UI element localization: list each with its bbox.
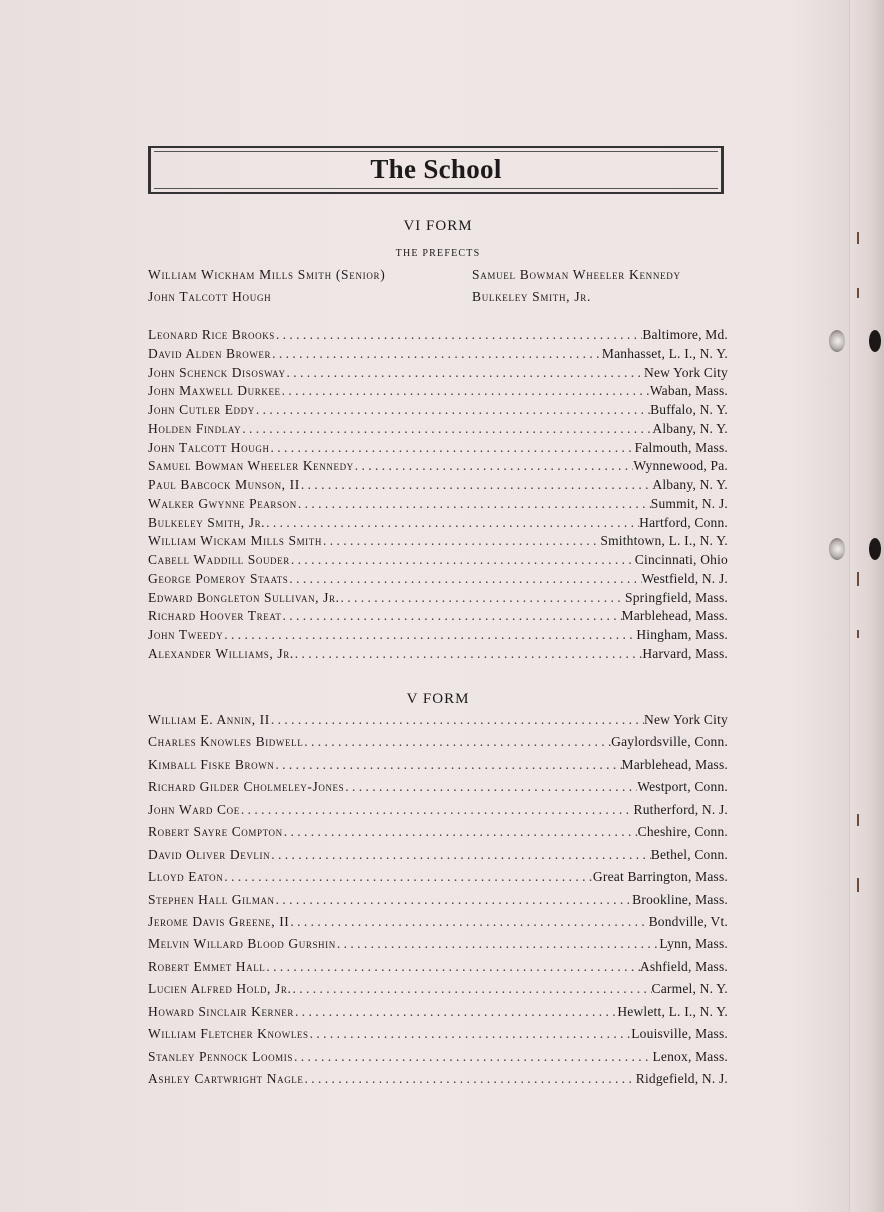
leader-dots: [255, 402, 650, 418]
student-name: Richard Gilder Cholmeley-Jones: [148, 779, 345, 795]
student-hometown: Rutherford, N. J.: [633, 801, 728, 817]
page-title: The School: [370, 154, 502, 184]
student-name: Jerome Davis Greene, II: [148, 913, 290, 929]
student-hometown: Hewlett, L. I., N. Y.: [617, 1003, 728, 1019]
leader-dots: [293, 1049, 652, 1065]
leader-dots: [223, 869, 593, 885]
student-hometown: Albany, N. Y.: [652, 420, 728, 436]
student-row: [148, 496, 728, 515]
student-name: Cabell Waddill Souder: [148, 552, 290, 567]
student-hometown: Brookline, Mass.: [632, 891, 728, 907]
student-name: Stephen Hall Gilman: [148, 891, 275, 907]
leader-dots: [344, 779, 637, 795]
student-row: [148, 440, 728, 459]
leader-dots: [286, 365, 644, 381]
leader-dots: [223, 627, 636, 643]
student-name: Edward Bongleton Sullivan, Jr.: [148, 589, 340, 605]
student-name: William Fletcher Knowles: [148, 1026, 309, 1042]
leader-dots: [270, 440, 635, 456]
student-name: Samuel Bowman Wheeler Kennedy: [148, 458, 354, 474]
student-row: [148, 869, 728, 891]
student-name: John Schenck Disosway: [148, 364, 286, 380]
student-row: [148, 515, 728, 534]
leader-dots: [288, 571, 641, 587]
student-name: David Alden Brower: [148, 345, 272, 361]
vi-form-heading: VI FORM: [403, 218, 473, 234]
student-hometown: Louisville, Mass.: [631, 1026, 728, 1042]
leader-dots: [289, 914, 648, 930]
edge-mark: [857, 814, 859, 826]
student-row: [148, 802, 728, 824]
student-row: [148, 608, 728, 627]
leader-dots: [274, 757, 621, 773]
student-name: Robert Emmet Hall: [148, 958, 266, 974]
student-hometown: Cincinnati, Ohio: [634, 552, 728, 567]
student-hometown: Smithtown, L. I., N. Y.: [600, 533, 728, 549]
leader-dots: [265, 959, 639, 975]
student-hometown: Harvard, Mass.: [642, 645, 728, 661]
student-row: [148, 552, 728, 571]
leader-dots: [275, 327, 642, 343]
leader-dots: [304, 1071, 636, 1087]
student-name: Ashley Cartwright Nagle: [148, 1071, 304, 1086]
student-name: Stanley Pennock Loomis: [148, 1048, 293, 1064]
leader-dots: [340, 590, 625, 606]
student-hometown: Bethel, Conn.: [650, 846, 728, 862]
leader-dots: [322, 533, 600, 549]
student-row: [148, 757, 728, 779]
student-hometown: Westfield, N. J.: [641, 570, 728, 586]
student-name: John Tweedy: [148, 627, 224, 642]
student-hometown: Hingham, Mass.: [636, 627, 728, 642]
binder-hole-icon: [829, 330, 845, 352]
student-row: [148, 477, 728, 496]
student-hometown: Lynn, Mass.: [659, 936, 728, 952]
student-hometown: Ridgefield, N. J.: [635, 1071, 728, 1086]
student-row: [148, 383, 728, 402]
student-name: John Cutler Eddy: [148, 402, 255, 417]
student-hometown: Great Barrington, Mass.: [592, 869, 728, 885]
student-hometown: Cheshire, Conn.: [637, 824, 728, 840]
leader-dots: [354, 458, 634, 474]
edge-mark: [857, 572, 859, 586]
leader-dots: [270, 712, 644, 728]
leader-dots: [300, 477, 653, 493]
student-row: [148, 533, 728, 552]
student-name: Robert Sayre Compton: [148, 824, 283, 840]
student-hometown: Gaylordsville, Conn.: [611, 734, 728, 750]
student-row: [148, 402, 728, 421]
student-name: Lloyd Eaton: [148, 869, 224, 885]
student-row: [148, 981, 728, 1003]
student-name: Kimball Fiske Brown: [148, 756, 275, 772]
student-hometown: Buffalo, N. Y.: [650, 402, 728, 417]
student-hometown: Westport, Conn.: [637, 779, 728, 795]
student-name: Richard Hoover Treat: [148, 608, 282, 624]
student-row: [148, 1071, 728, 1093]
student-row: [148, 847, 728, 869]
student-row: [148, 327, 728, 346]
page-right-edge: [849, 0, 884, 1212]
student-name: Paul Babcock Munson, II: [148, 477, 300, 492]
student-hometown: Albany, N. Y.: [652, 477, 728, 492]
student-name: Holden Findlay: [148, 420, 242, 436]
student-name: Bulkeley Smith, Jr.: [148, 514, 266, 530]
leader-dots: [282, 608, 622, 624]
student-row: [148, 734, 728, 756]
leader-dots: [336, 936, 660, 952]
student-row: [148, 824, 728, 846]
binder-hole-icon: [869, 538, 881, 560]
leader-dots: [275, 892, 633, 908]
vi-form-list: [148, 327, 728, 665]
student-row: [148, 571, 728, 590]
prefect-name: John Talcott Hough: [148, 289, 272, 304]
student-hometown: Baltimore, Md.: [642, 327, 728, 342]
student-row: [148, 590, 728, 609]
student-row: [148, 914, 728, 936]
student-hometown: Ashfield, Mass.: [639, 958, 728, 974]
student-row: [148, 959, 728, 981]
leader-dots: [270, 847, 651, 863]
prefect-name: Samuel Bowman Wheeler Kennedy: [472, 267, 681, 282]
binder-hole-icon: [829, 538, 845, 560]
leader-dots: [294, 646, 643, 662]
student-hometown: Bondville, Vt.: [648, 913, 728, 929]
leader-dots: [240, 802, 634, 818]
leader-dots: [281, 383, 650, 399]
student-hometown: Manhasset, L. I., N. Y.: [601, 345, 728, 361]
edge-mark: [857, 630, 859, 638]
student-hometown: Carmel, N. Y.: [651, 981, 728, 997]
student-row: [148, 627, 728, 646]
student-row: [148, 646, 728, 665]
student-name: Melvin Willard Blood Gurshin: [148, 936, 336, 952]
student-name: William E. Annin, II: [148, 712, 270, 727]
student-hometown: Hartford, Conn.: [639, 514, 728, 530]
edge-mark: [857, 288, 859, 298]
leader-dots: [294, 1004, 617, 1020]
v-form-list: [148, 712, 728, 1093]
prefect-name: Bulkeley Smith, Jr.: [472, 289, 592, 304]
leader-dots: [309, 1026, 632, 1042]
student-hometown: Springfield, Mass.: [625, 589, 728, 605]
leader-dots: [290, 552, 635, 568]
student-row: [148, 346, 728, 365]
student-name: John Talcott Hough: [148, 439, 270, 455]
student-hometown: Falmouth, Mass.: [634, 439, 728, 455]
student-name: Lucien Alfred Hold, Jr.: [148, 981, 292, 997]
student-name: Walker Gwynne Pearson: [148, 495, 297, 511]
student-name: George Pomeroy Staats: [148, 570, 289, 586]
student-row: [148, 936, 728, 958]
student-hometown: Marblehead, Mass.: [621, 756, 728, 772]
student-name: John Ward Coe: [148, 801, 240, 817]
student-row: [148, 421, 728, 440]
student-row: [148, 458, 728, 477]
leader-dots: [291, 981, 651, 997]
student-hometown: Lenox, Mass.: [652, 1048, 728, 1064]
student-hometown: Wynnewood, Pa.: [633, 458, 728, 474]
edge-mark: [857, 878, 859, 892]
edge-mark: [857, 232, 859, 244]
leader-dots: [303, 734, 611, 750]
student-name: David Oliver Devlin: [148, 846, 271, 862]
student-row: [148, 365, 728, 384]
student-hometown: New York City: [644, 712, 728, 727]
leader-dots: [283, 824, 638, 840]
student-row: [148, 712, 728, 734]
prefect-name: William Wickham Mills Smith (Senior): [148, 267, 386, 282]
student-name: Charles Knowles Bidwell: [148, 734, 304, 750]
student-hometown: Summit, N. J.: [650, 495, 728, 511]
student-row: [148, 892, 728, 914]
student-name: John Maxwell Durkee: [148, 383, 281, 399]
student-name: Alexander Williams, Jr.: [148, 645, 294, 661]
student-name: Leonard Rice Brooks: [148, 327, 275, 342]
student-row: [148, 1049, 728, 1071]
leader-dots: [265, 515, 639, 531]
student-name: William Wickam Mills Smith: [148, 533, 322, 549]
leader-dots: [297, 496, 651, 512]
v-form-heading: V FORM: [406, 691, 470, 707]
student-row: [148, 779, 728, 801]
student-hometown: New York City: [644, 364, 728, 380]
student-name: Howard Sinclair Kerner: [148, 1003, 294, 1019]
student-hometown: Waban, Mass.: [649, 383, 728, 399]
student-hometown: Marblehead, Mass.: [621, 608, 728, 624]
student-row: [148, 1004, 728, 1026]
binder-hole-icon: [869, 330, 881, 352]
leader-dots: [271, 346, 602, 362]
leader-dots: [241, 421, 652, 437]
title-box: [148, 146, 724, 194]
prefects-heading: THE PREFECTS: [395, 248, 481, 259]
student-row: [148, 1026, 728, 1048]
